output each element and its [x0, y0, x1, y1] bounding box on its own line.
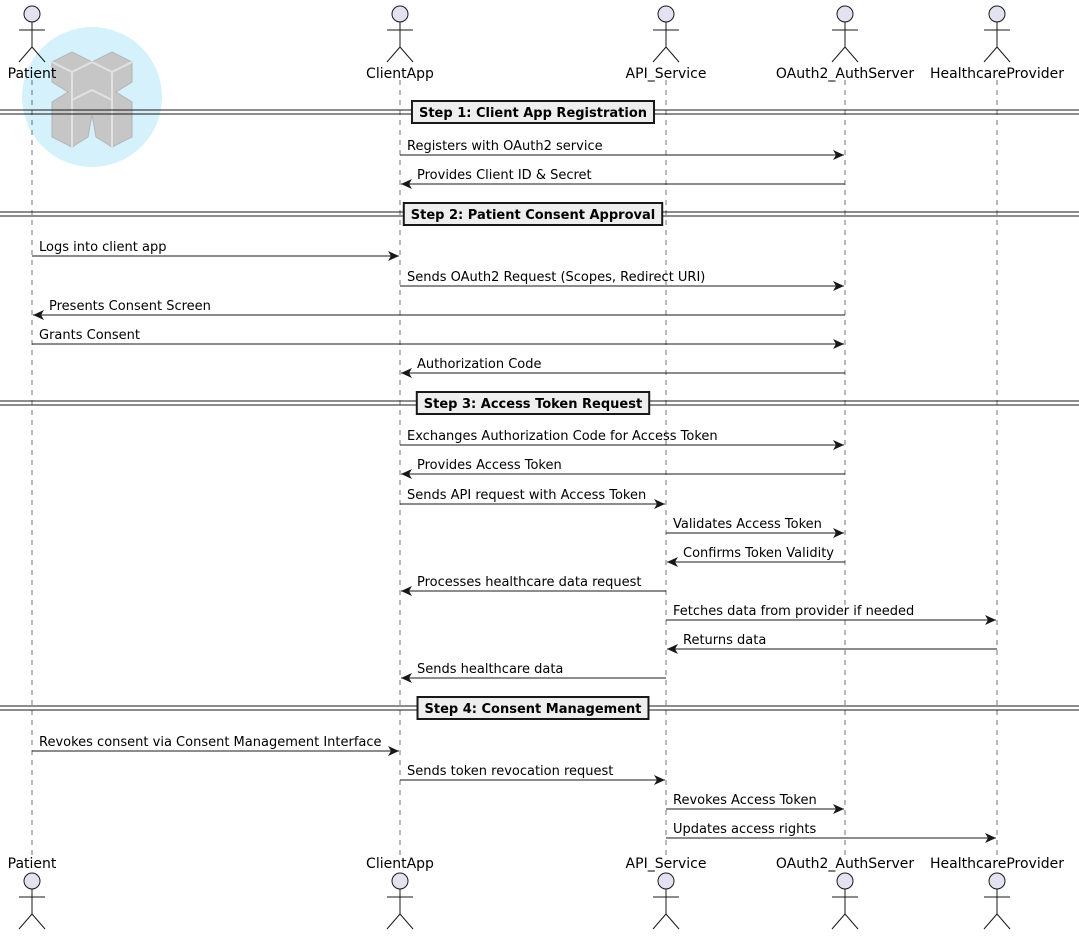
message-label: Provides Client ID & Secret — [417, 168, 592, 183]
message — [666, 604, 996, 620]
actors-top — [8, 6, 1065, 82]
actor-label-top-provider: HealthcareProvider — [930, 66, 1064, 82]
actor-head — [989, 6, 1005, 22]
message-label: Authorization Code — [417, 357, 542, 372]
actor-left-leg — [19, 47, 32, 62]
divider-label: Step 2: Patient Consent Approval — [410, 208, 656, 223]
step-divider — [0, 101, 1079, 123]
actor-right-leg — [400, 914, 413, 929]
message-label: Grants Consent — [39, 328, 141, 343]
message — [401, 458, 845, 474]
logo-watermark-icon — [22, 27, 162, 167]
actor-head — [837, 873, 853, 889]
message-label: Logs into client app — [39, 240, 167, 255]
actor-left-leg — [387, 47, 400, 62]
message — [33, 299, 845, 315]
actor-left-leg — [653, 914, 666, 929]
actor-left-leg — [832, 47, 845, 62]
actor-figure-top-api — [653, 6, 679, 62]
actor-left-leg — [653, 47, 666, 62]
actor-head — [989, 873, 1005, 889]
actor-right-leg — [32, 914, 45, 929]
message-label: Sends healthcare data — [417, 662, 564, 677]
actor-right-leg — [845, 914, 858, 929]
actor-label-top-patient: Patient — [7, 66, 57, 82]
actor-figure-bottom-oauth — [832, 873, 858, 929]
actor-left-leg — [19, 914, 32, 929]
message — [401, 168, 845, 184]
actor-right-leg — [845, 47, 858, 62]
actor-left-leg — [387, 914, 400, 929]
actor-head — [24, 873, 40, 889]
actor-label-top-api: API_Service — [625, 66, 707, 82]
message-label: Registers with OAuth2 service — [407, 139, 603, 154]
message — [400, 270, 844, 286]
step-divider — [0, 392, 1079, 414]
actor-left-leg — [984, 47, 997, 62]
message — [401, 357, 845, 373]
message — [667, 633, 997, 649]
message — [32, 735, 399, 751]
actor-right-leg — [400, 47, 413, 62]
actor-head — [24, 6, 40, 22]
actor-figure-top-oauth — [832, 6, 858, 62]
actor-label-bottom-provider: HealthcareProvider — [930, 856, 1064, 872]
message-label: Confirms Token Validity — [683, 546, 834, 561]
message — [400, 488, 665, 504]
message — [666, 517, 844, 533]
message — [400, 764, 665, 780]
actor-head — [658, 6, 674, 22]
message-label: Updates access rights — [673, 822, 817, 837]
message-label: Provides Access Token — [417, 458, 562, 473]
divider-label: Step 3: Access Token Request — [423, 397, 643, 412]
actors-bottom — [8, 856, 1065, 929]
message-label: Returns data — [683, 633, 767, 648]
actor-label-bottom-oauth: OAuth2_AuthServer — [775, 856, 915, 872]
message — [666, 822, 996, 838]
actor-label-bottom-clientapp: ClientApp — [366, 856, 434, 872]
actor-figure-bottom-provider — [984, 873, 1010, 929]
message-label: Exchanges Authorization Code for Access Token — [407, 429, 718, 444]
message — [401, 575, 666, 591]
message — [400, 139, 844, 155]
message-label: Validates Access Token — [673, 517, 822, 532]
message-label: Presents Consent Screen — [49, 299, 211, 314]
message-label: Processes healthcare data request — [417, 575, 642, 590]
message-label: Revokes Access Token — [673, 793, 817, 808]
actor-head — [392, 873, 408, 889]
actor-right-leg — [997, 914, 1010, 929]
actor-figure-top-provider — [984, 6, 1010, 62]
actor-left-leg — [984, 914, 997, 929]
actor-figure-bottom-patient — [19, 873, 45, 929]
actor-label-bottom-api: API_Service — [625, 856, 707, 872]
sequence-steps — [0, 101, 1079, 838]
message-label: Sends API request with Access Token — [407, 488, 647, 503]
message — [400, 429, 844, 445]
message-label: Revokes consent via Consent Management Interface — [39, 735, 382, 750]
message — [667, 546, 845, 562]
message — [401, 662, 666, 678]
actor-right-leg — [997, 47, 1010, 62]
step-divider — [0, 697, 1079, 719]
divider-label: Step 1: Client App Registration — [418, 106, 648, 121]
actor-label-bottom-patient: Patient — [7, 856, 57, 872]
message-label: Sends OAuth2 Request (Scopes, Redirect URI) — [407, 270, 706, 285]
actor-figure-bottom-api — [653, 873, 679, 929]
actor-figure-bottom-clientapp — [387, 873, 413, 929]
message — [666, 793, 844, 809]
message-label: Fetches data from provider if needed — [673, 604, 915, 619]
divider-label: Step 4: Consent Management — [424, 702, 642, 717]
actor-label-top-clientapp: ClientApp — [366, 66, 434, 82]
message — [32, 328, 844, 344]
actor-right-leg — [666, 914, 679, 929]
actor-left-leg — [832, 914, 845, 929]
message-label: Sends token revocation request — [407, 764, 614, 779]
actor-head — [837, 6, 853, 22]
message — [32, 240, 399, 256]
actor-head — [392, 6, 408, 22]
actor-right-leg — [666, 47, 679, 62]
actor-label-top-oauth: OAuth2_AuthServer — [775, 66, 915, 82]
step-divider — [0, 203, 1079, 225]
actor-figure-top-clientapp — [387, 6, 413, 62]
actor-head — [658, 873, 674, 889]
